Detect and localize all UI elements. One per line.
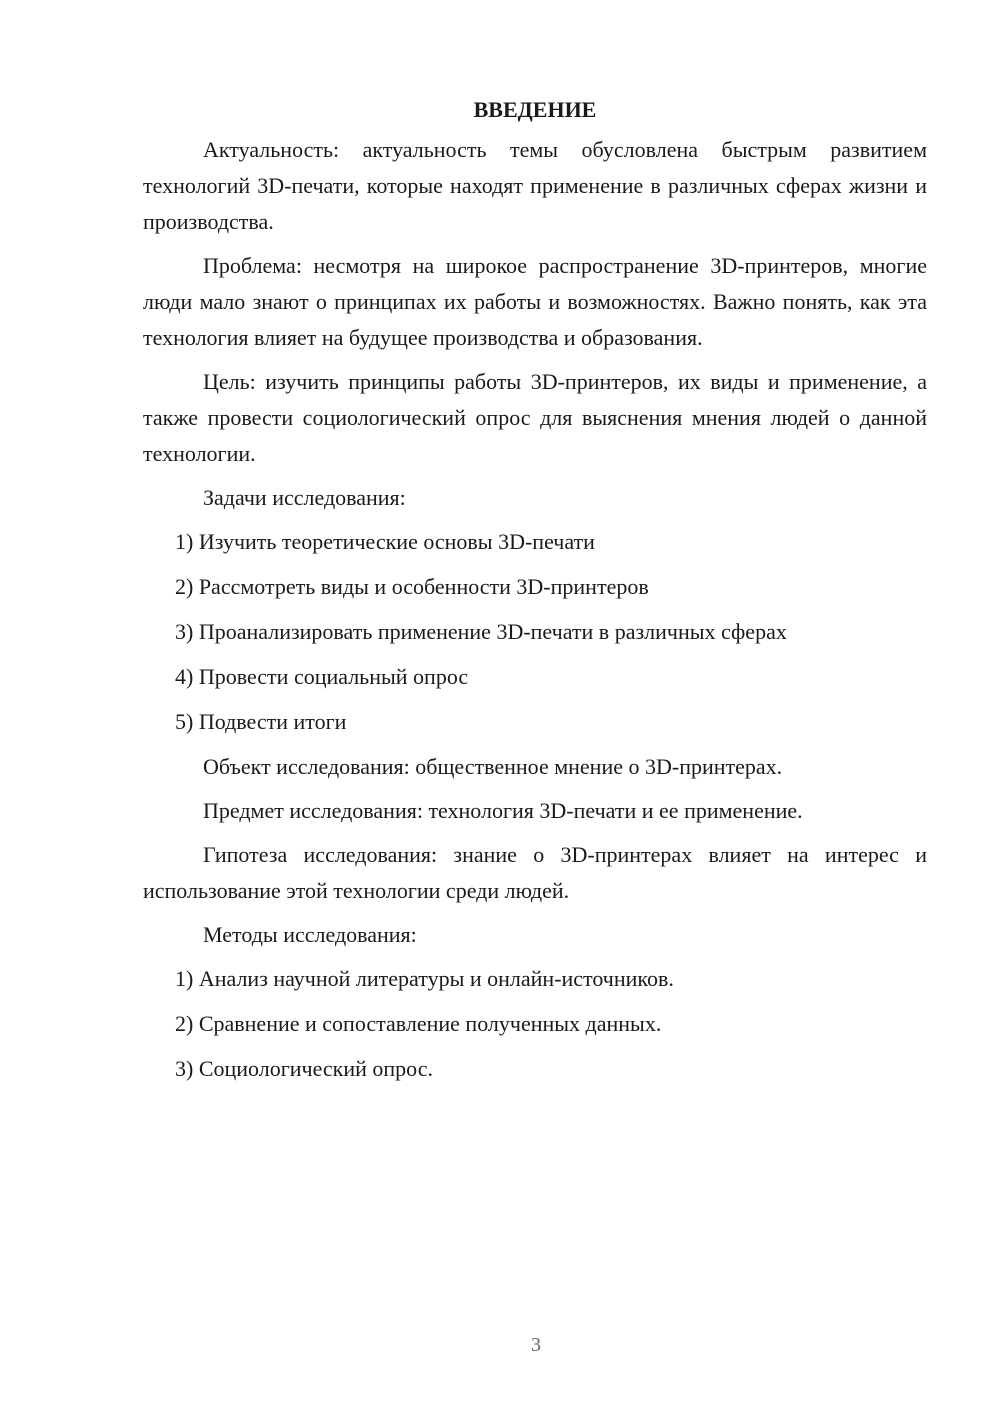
tasks-list bbox=[143, 524, 927, 740]
list-item: 3) Социологический опрос. bbox=[175, 1056, 433, 1081]
list-item: 2) Рассмотреть виды и особенности 3D-принтеров bbox=[175, 574, 649, 599]
page-title: ВВЕДЕНИЕ bbox=[473, 97, 597, 122]
hypothesis-paragraph: Гипотеза исследования: знание о 3D-принтерах влияет на интерес и использование этой технологии среди людей. bbox=[143, 842, 927, 903]
list-item: 5) Подвести итоги bbox=[175, 709, 347, 734]
list-item: 2) Сравнение и сопоставление полученных данных. bbox=[175, 1011, 662, 1036]
page-number: 3 bbox=[531, 1334, 541, 1356]
relevance-paragraph: Актуальность: актуальность темы обусловлена быстрым развитием технологий 3D-печати, которые находят применение в различных сферах жизни и производства. bbox=[143, 137, 927, 234]
document-body bbox=[143, 92, 927, 1096]
methods-heading: Методы исследования: bbox=[203, 922, 417, 947]
methods-list bbox=[143, 961, 927, 1087]
list-item: 1) Анализ научной литературы и онлайн-источников. bbox=[175, 966, 674, 991]
list-item: 3) Проанализировать применение 3D-печати в различных сферах bbox=[175, 619, 787, 644]
tasks-heading: Задачи исследования: bbox=[203, 485, 406, 510]
subject-paragraph: Предмет исследования: технология 3D-печати и ее применение. bbox=[203, 798, 803, 823]
problem-paragraph: Проблема: несмотря на широкое распространение 3D-принтеров, многие люди мало знают о принципах их работы и возможностях. Важно понять, как эта технология влияет на будущее производства и образования. bbox=[143, 253, 927, 350]
list-item: 4) Провести социальный опрос bbox=[175, 664, 469, 689]
list-item: 1) Изучить теоретические основы 3D-печати bbox=[175, 529, 595, 554]
object-paragraph: Объект исследования: общественное мнение о 3D-принтерах. bbox=[203, 754, 783, 779]
goal-paragraph: Цель: изучить принципы работы 3D-принтеров, их виды и применение, а также провести социологический опрос для выяснения мнения людей о данной технологии. bbox=[143, 369, 927, 466]
